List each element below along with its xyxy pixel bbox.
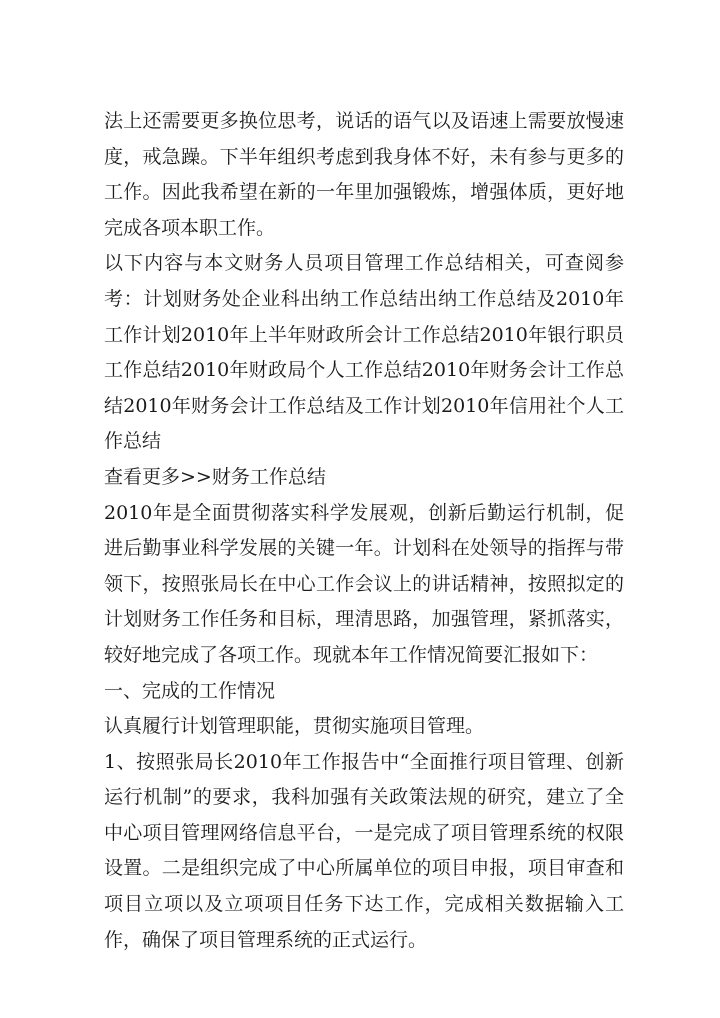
document-body — [104, 104, 624, 958]
paragraph-item-1: 1、按照张局长2010年工作报告中“全面推行项目管理、创新运行机制”的要求，我科加强有关政策法规的研究，建立了全中心项目管理网络信息平台，一是完成了项目管理系统的权限设置。二是组织完成了中心所属单位的项目申报，项目审查和项目立项以及立项项目任务下达工作，完成相关数据输入工作，确保了项目管理系统的正式运行。 — [104, 750, 624, 951]
paragraph-related-content: 以下内容与本文财务人员项目管理工作总结相关，可查阅参考：计划财务处企业科出纳工作总结出纳工作总结及2010年工作计划2010年上半年财政所会计工作总结2010年银行职员工作总结2010年财政局个人工作总结2010年财务会计工作总结2010年财务会计工作总结及工作计划2010年信用社个人工作总结 — [104, 252, 624, 453]
see-more-link[interactable]: 查看更多>>财务工作总结 — [104, 465, 326, 488]
section-heading-completed-work: 一、完成的工作情况 — [104, 679, 276, 702]
paragraph-self-reflection: 法上还需要更多换位思考，说话的语气以及语速上需要放慢速度，戒急躁。下半年组织考虑到我身体不好，未有参与更多的工作。因此我希望在新的一年里加强锻炼，增强体质，更好地完成各项本职工作。 — [104, 110, 624, 239]
paragraph-year-overview: 2010年是全面贯彻落实科学发展观，创新后勤运行机制，促进后勤事业科学发展的关键一年。计划科在处领导的指挥与带领下，按照张局长在中心工作会议上的讲话精神，按照拟定的计划财务工作任务和目标，理清思路，加强管理，紧抓落实，较好地完成了各项工作。现就本年工作情况简要汇报如下： — [104, 501, 624, 666]
paragraph-planning-duty: 认真履行计划管理职能，贯彻实施项目管理。 — [104, 715, 485, 738]
